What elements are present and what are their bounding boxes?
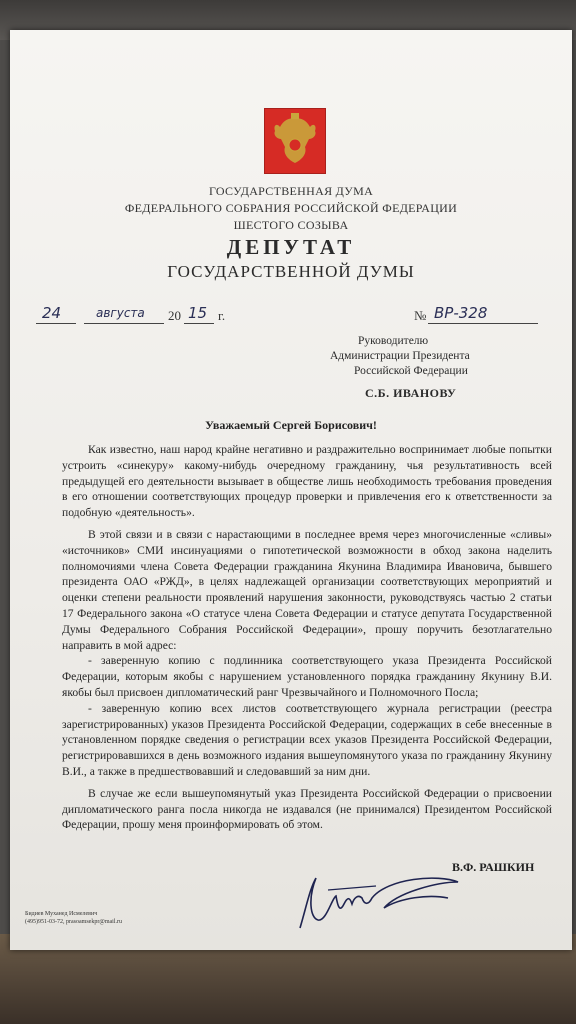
letter-page <box>10 30 572 950</box>
paragraph-1: Как известно, наш народ крайне негативно и раздражительно воспринимает любые попытки устроить «синекуру» какому-нибудь очередному гражданину, чья результативность всей предыдущей его деятельности вызывает в обществе лишь необходимость требования проведения в его отношении соответствующих процедур проверки и привлечения его к ответственности за подобную «деятельность». <box>62 443 552 520</box>
month-underline <box>84 322 164 324</box>
number-label: № <box>414 308 427 323</box>
paragraph-2: В этой связи и в связи с нарастающими в последнее время через многочисленные «сливы» «источников» СМИ инсинуациями о гипотетической возможности в обход закона наделить полномочиями члена Совета Федерации гражданина Якунина Владимира Ивановича, бывшего президента ОАО «РЖД», в целях надлежащей организации соответствующих мероприятий и оценки степени реальности проявлений нарушения законности, руководствуясь частью 2 статьи 17 Федерального закона «О статусе члена Совета Федерации и статусе депутата Государственной Думы Федерального Собрания Российской Федерации», прошу поручить безотлагательно направить в мой адрес: <box>62 527 552 652</box>
coat-of-arms-icon <box>264 108 326 174</box>
paragraph-5: В случае же если вышеупомянутый указ Президента Российской Федерации о присвоении дипломатического ранга посла никогда не издавался (не принимался) Президентом Российской Федерации, прошу меня проинформировать об этом. <box>62 786 552 832</box>
letter-body <box>62 442 552 833</box>
salutation: Уважаемый Сергей Борисович! <box>205 418 377 432</box>
number-underline <box>428 322 538 324</box>
letterhead-subtitle: ГОСУДАРСТВЕННОЙ ДУМЫ <box>167 262 415 281</box>
paragraph-4: - заверенную копию всех листов соответствующего журнала регистрации (реестра зарегистрированных) указов Президента Российской Федерации, содержащих в себе внесенные в установленном порядке сведения о регистрации всех указов Президента Российской Федерации, регистрировавшихся в день возможного издания вышеупомянутого указа по гражданину Якунину В.И., а также в предшествовавший и следовавший за ним дни. <box>62 701 552 778</box>
letterhead-title: ДЕПУТАТ <box>226 235 356 259</box>
letter-number: ВР-328 <box>434 304 488 322</box>
addressee-name: С.Б. ИВАНОВУ <box>365 386 457 400</box>
executor-name: Бидиев Муханед Исмелевич <box>25 911 98 917</box>
date-year-abbr: г. <box>218 308 226 323</box>
paragraph-3: - заверенную копию с подлинника соответствующего указа Президента Российской Федерации, которым якобы с нарушением установленного порядка гражданину Якунину В.И. якобы был присвоен дипломатический ранг Чрезвычайного и Полномочного Посла; <box>62 654 552 699</box>
date-year-prefix: 20 <box>168 308 181 323</box>
date-line <box>36 304 556 328</box>
addressee-line-1: Руководителю <box>358 335 429 347</box>
date-year-suffix: 15 <box>188 304 208 322</box>
letterhead-line-2: ФЕДЕРАЛЬНОГО СОБРАНИЯ РОССИЙСКОЙ ФЕДЕРАЦИИ <box>124 201 458 215</box>
executor-contact: (495)951-03-72, prasoamsekpr@mail.ru <box>25 919 123 925</box>
letterhead-line-1: ГОСУДАРСТВЕННАЯ ДУМА <box>208 184 374 198</box>
addressee-line-2: Администрации Президента <box>330 350 470 362</box>
day-underline <box>36 322 76 324</box>
handwritten-signature <box>288 868 468 938</box>
date-month: августа <box>96 306 145 320</box>
addressee-line-3: Российской Федерации <box>354 365 468 377</box>
date-day: 24 <box>42 304 62 322</box>
letterhead-line-3: ШЕСТОГО СОЗЫВА <box>233 218 349 232</box>
year-underline <box>184 322 214 324</box>
signer-name: В.Ф. РАШКИН <box>452 860 535 874</box>
executor-info <box>25 910 122 926</box>
